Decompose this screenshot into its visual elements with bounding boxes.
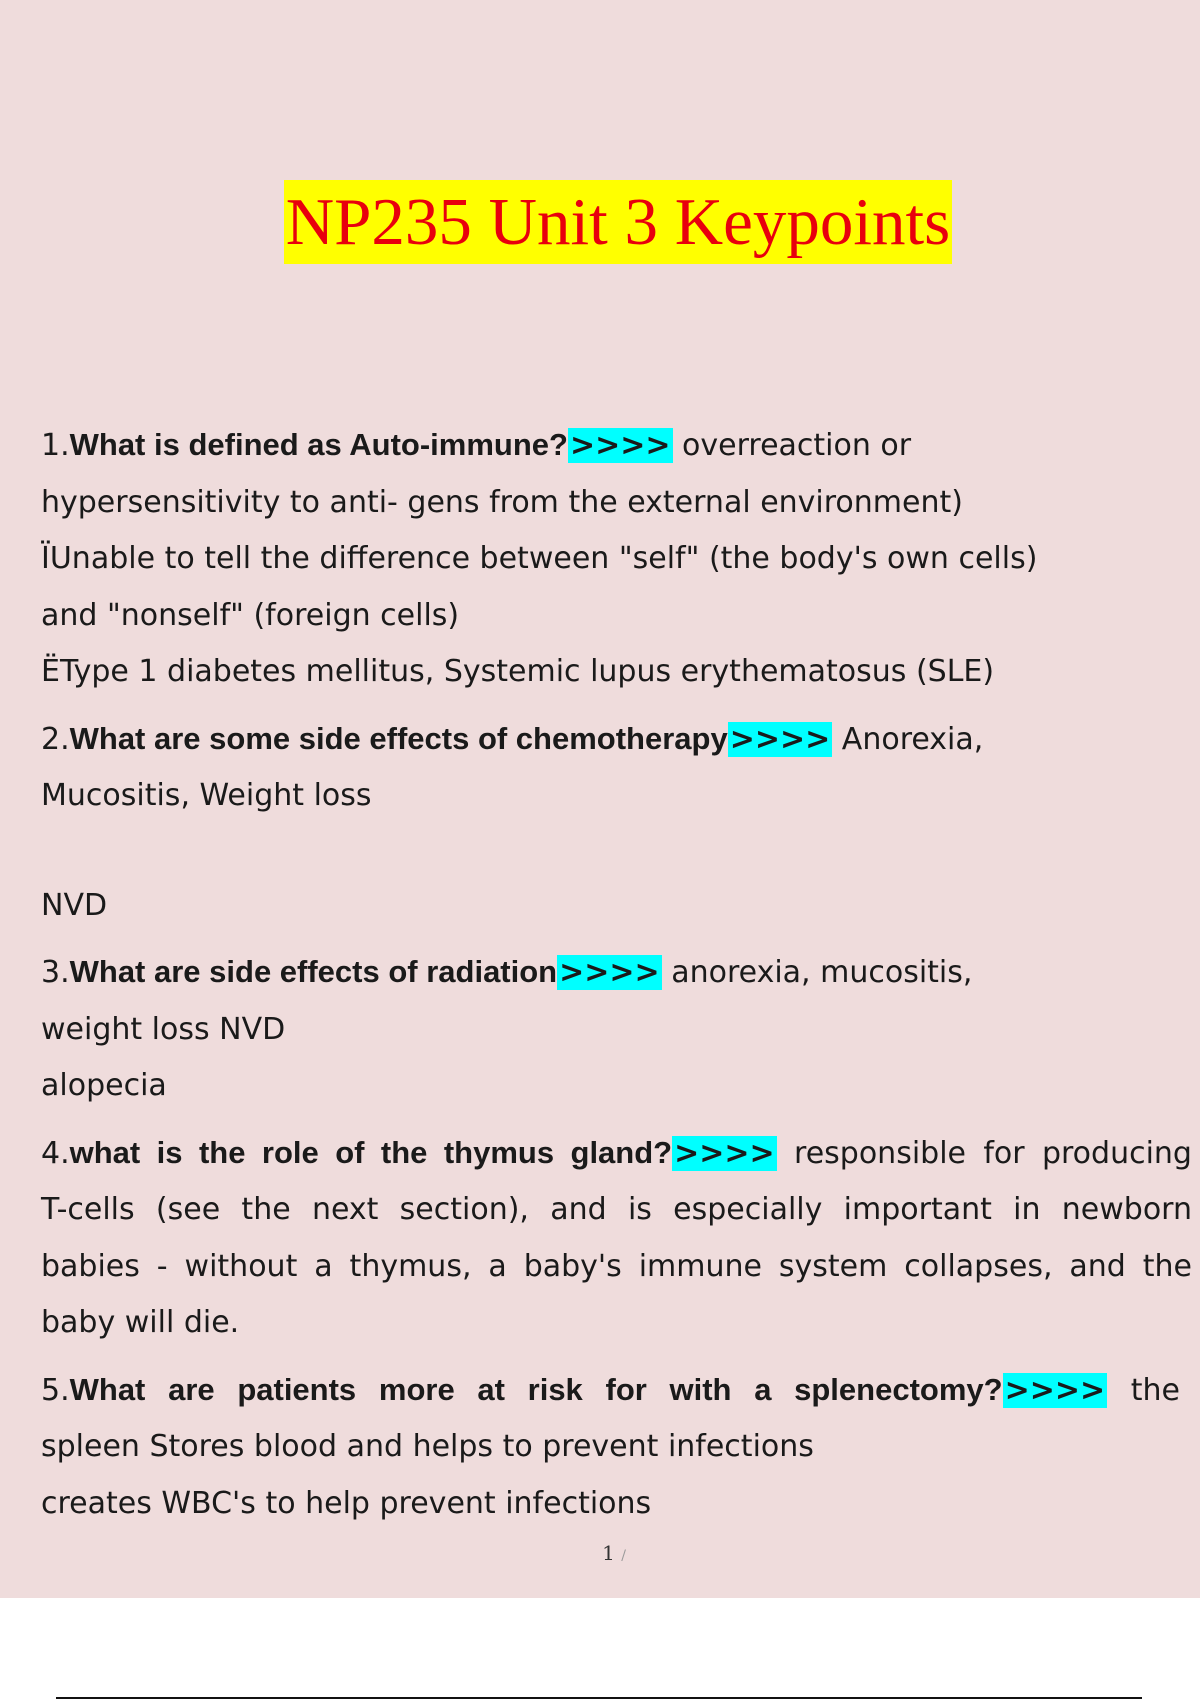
answer-line: baby will die.: [41, 1305, 240, 1340]
answer-line: ÏUnable to tell the difference between "self" (the body's own cells): [41, 541, 1038, 576]
item-number: 3.: [41, 955, 70, 990]
keypoint-item-3: [41, 944, 1192, 1115]
keypoint-item-5: [41, 1362, 1192, 1533]
keypoint-question-line: [41, 944, 1192, 1002]
item-number: 4.: [41, 1135, 70, 1171]
answer-marker: >>>>: [1004, 1372, 1106, 1408]
answer-marker: >>>>: [559, 955, 660, 990]
answer-line: babies - without a thymus, a baby's immune system collapses, and the: [41, 1248, 1192, 1284]
answer-line: and "nonself" (foreign cells): [41, 597, 460, 633]
keypoint-question-line: [41, 1362, 1180, 1420]
question-text: What is defined as Auto-immune?: [69, 427, 568, 462]
keypoint-item-4: [41, 1125, 1192, 1352]
answer-line: ËType 1 diabetes mellitus, Systemic lupus erythematosus (SLE): [41, 654, 995, 689]
question-text: What are patients more at risk for with a splenectomy?: [69, 1371, 1003, 1407]
answer-line: spleen Stores blood and helps to prevent infections: [41, 1429, 814, 1464]
page-number-value: 1: [602, 1541, 615, 1565]
question-text: what is the role of the thymus gland?: [69, 1134, 673, 1170]
answer-line: creates WBC's to help prevent infections: [41, 1485, 652, 1521]
keypoint-question-line: [41, 417, 1192, 475]
item-number: 5.: [41, 1372, 70, 1408]
answer-text: overreaction or: [672, 428, 912, 463]
keypoint-question-line: [41, 1125, 1192, 1183]
answer-line: hypersensitivity to anti- gens from the external environment): [41, 484, 963, 520]
answer-marker: >>>>: [729, 721, 831, 757]
answer-text: responsible for producing: [776, 1135, 1192, 1171]
question-text: What are some side effects of chemotherapy: [69, 720, 728, 756]
keypoint-item-2: [41, 711, 1192, 935]
answer-marker: >>>>: [674, 1135, 775, 1171]
answer-text: the: [1107, 1372, 1180, 1408]
document-title: NP235 Unit 3 Keypoints: [284, 180, 952, 264]
keypoint-item-1: [41, 417, 1192, 701]
answer-line: weight loss NVD: [41, 1011, 286, 1047]
blank-line: [41, 825, 1192, 878]
question-text: What are side effects of radiation: [69, 954, 558, 989]
title-wrap: [0, 180, 1200, 264]
answer-marker: >>>>: [569, 428, 671, 463]
page-number-suffix: /: [621, 1548, 626, 1564]
item-number: 1.: [41, 428, 70, 463]
footer-divider: [56, 1697, 1142, 1699]
page-number: [14, 1541, 1200, 1565]
answer-text: Anorexia,: [832, 721, 984, 757]
answer-text: anorexia, mucositis,: [661, 955, 973, 990]
item-number: 2.: [41, 721, 70, 757]
answer-line: Mucositis, Weight loss: [41, 778, 372, 813]
answer-line: alopecia: [41, 1068, 167, 1103]
answer-line: T-cells (see the next section), and is especially important in newborn: [41, 1192, 1192, 1227]
keypoint-question-line: [41, 711, 1192, 769]
answer-line: NVD: [41, 887, 108, 923]
keypoints-list: [41, 417, 1192, 1542]
